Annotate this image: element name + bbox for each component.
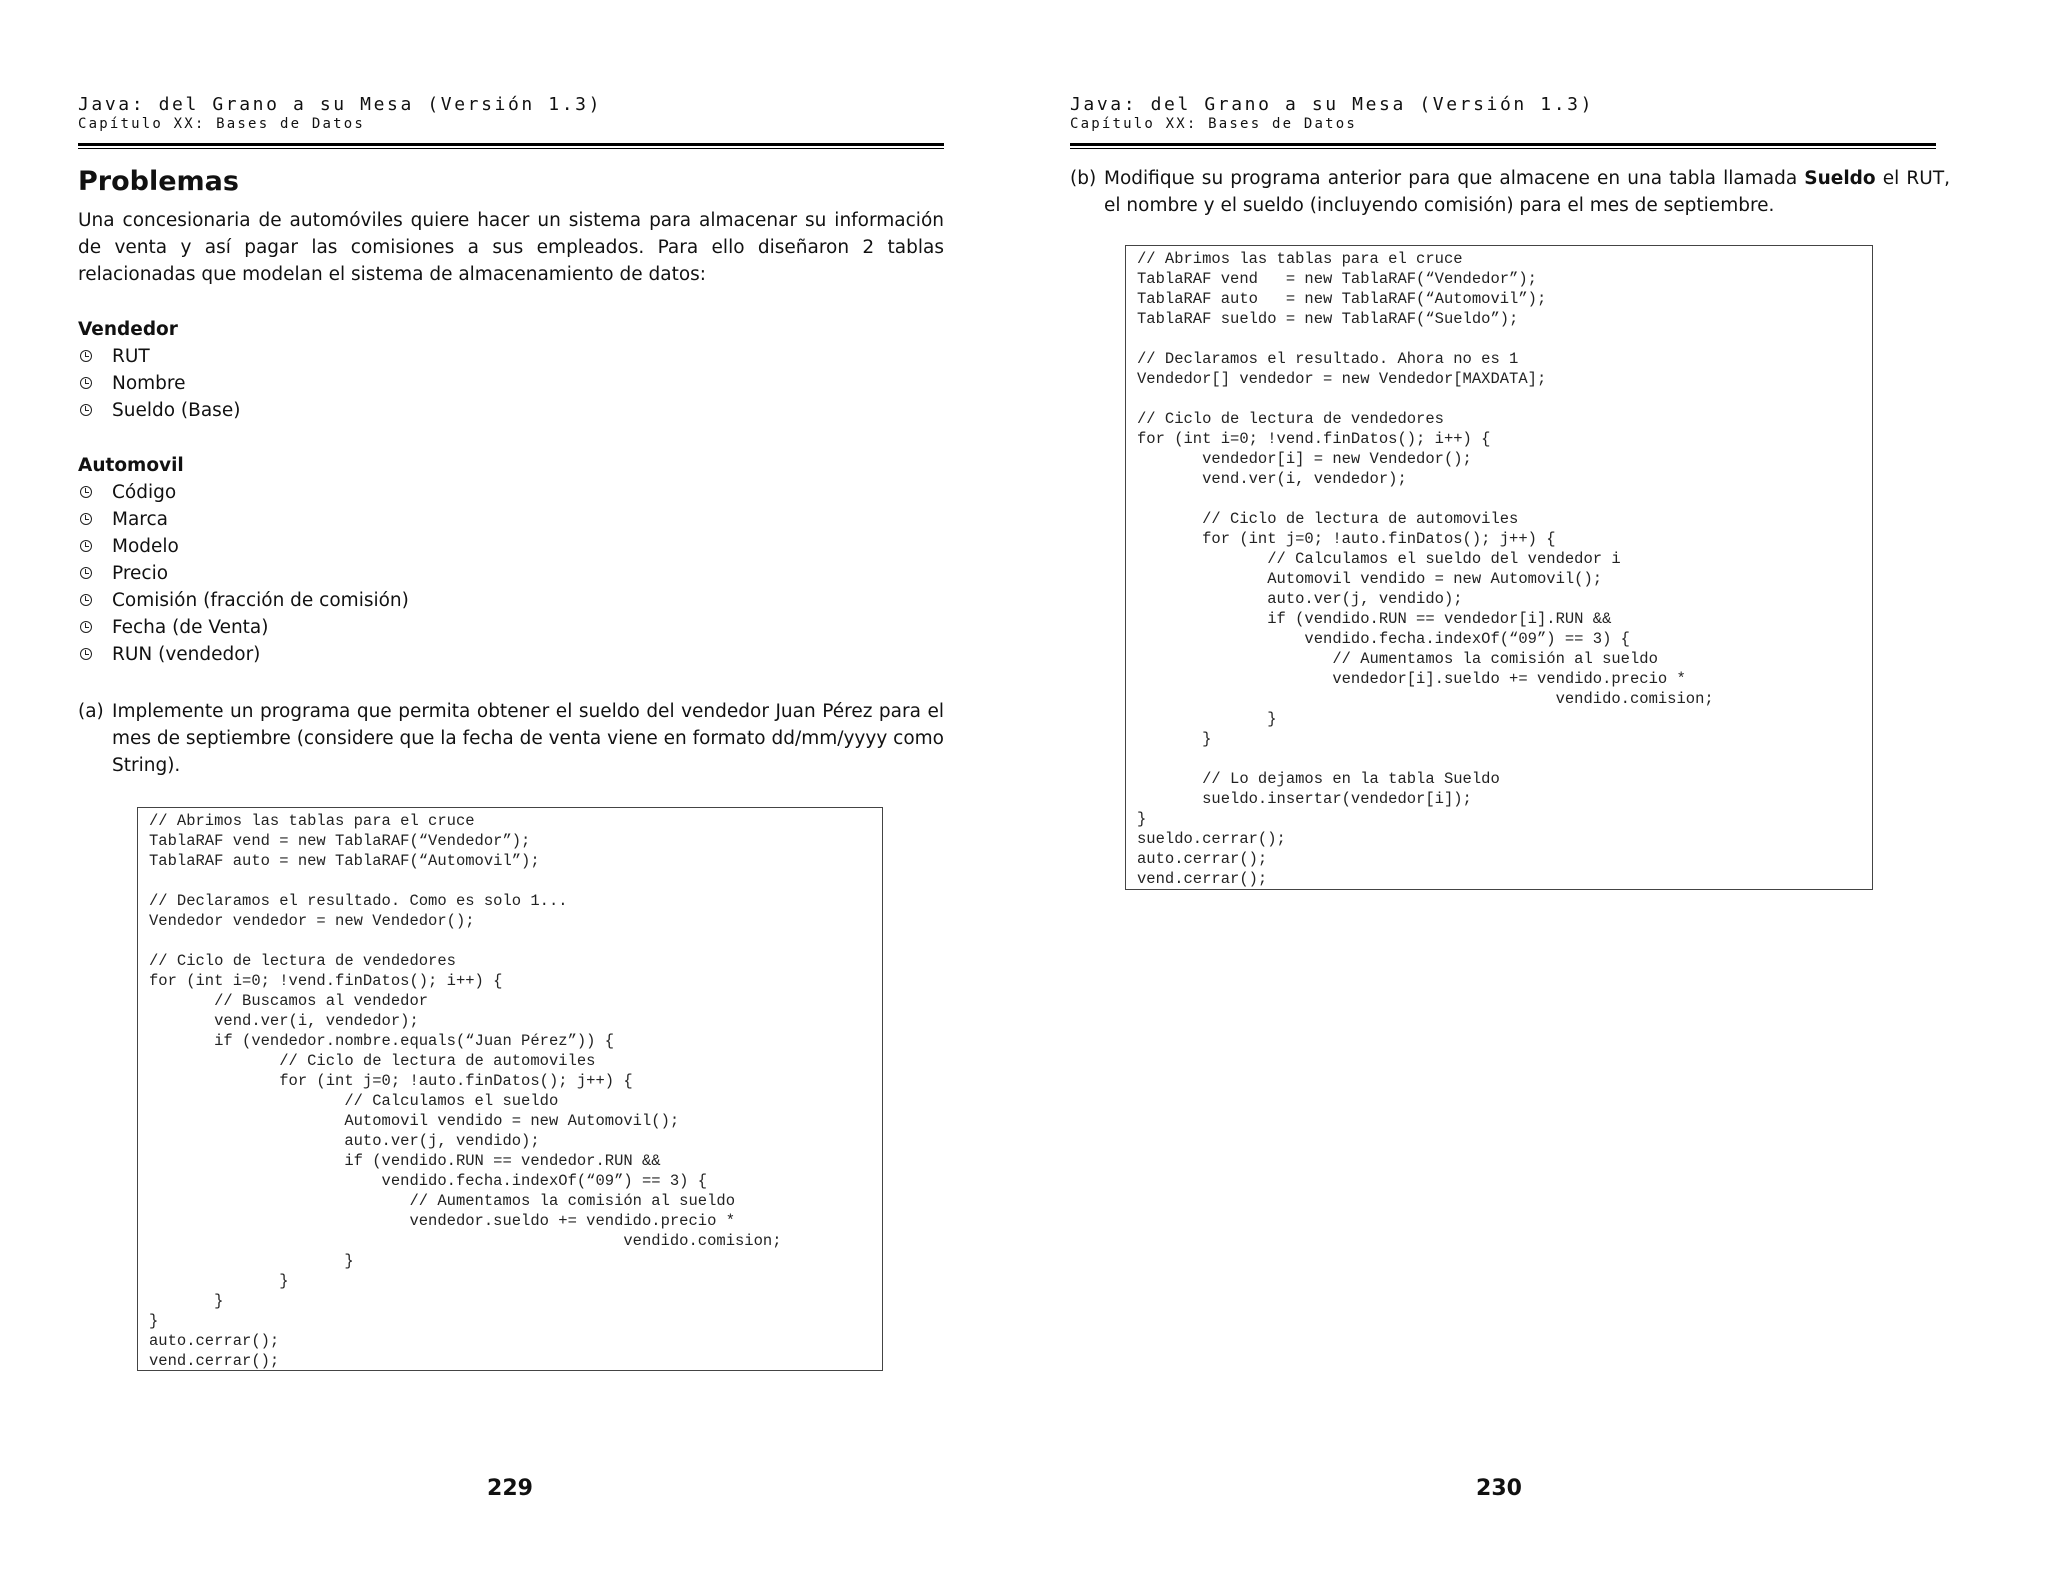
table-vendedor bbox=[78, 316, 678, 424]
field-label: Modelo bbox=[112, 536, 179, 557]
section-title: Problemas bbox=[78, 166, 239, 197]
chapter-title: Capítulo XX: Bases de Datos bbox=[78, 116, 365, 132]
field-item bbox=[78, 370, 678, 397]
clock-bullet-icon bbox=[80, 594, 92, 606]
field-item bbox=[78, 506, 678, 533]
question-text-bold: Sueldo bbox=[1804, 168, 1876, 189]
field-item bbox=[78, 343, 678, 370]
field-list bbox=[78, 479, 678, 668]
question-label: (b) bbox=[1070, 168, 1097, 189]
right-page bbox=[1024, 0, 2048, 1582]
running-header bbox=[78, 95, 944, 149]
field-item bbox=[78, 533, 678, 560]
running-header bbox=[1070, 95, 1936, 149]
table-name: Vendedor bbox=[78, 319, 178, 340]
field-item bbox=[78, 614, 678, 641]
page-number: 230 bbox=[1476, 1476, 1522, 1501]
question-b bbox=[1070, 165, 1950, 219]
chapter-title: Capítulo XX: Bases de Datos bbox=[1070, 116, 1357, 132]
field-item bbox=[78, 397, 678, 424]
field-label: Fecha (de Venta) bbox=[112, 617, 269, 638]
book-title: Java: del Grano a su Mesa (Versión 1.3) bbox=[78, 94, 603, 115]
field-label: Código bbox=[112, 482, 177, 503]
header-rule-thin bbox=[1070, 148, 1936, 149]
code-listing-b bbox=[1125, 245, 1873, 890]
field-item bbox=[78, 560, 678, 587]
clock-bullet-icon bbox=[80, 567, 92, 579]
clock-bullet-icon bbox=[80, 350, 92, 362]
clock-bullet-icon bbox=[80, 377, 92, 389]
header-rule bbox=[1070, 143, 1936, 146]
table-automovil bbox=[78, 452, 678, 668]
clock-bullet-icon bbox=[80, 648, 92, 660]
field-item bbox=[78, 587, 678, 614]
clock-bullet-icon bbox=[80, 540, 92, 552]
question-text: Implemente un programa que permita obtener el sueldo del vendedor Juan Pérez para el mes de septiembre (considere que la fecha de venta viene en formato dd/mm/yyyy como String). bbox=[112, 701, 944, 776]
clock-bullet-icon bbox=[80, 621, 92, 633]
table-name: Automovil bbox=[78, 455, 184, 476]
field-label: RUN (vendedor) bbox=[112, 644, 261, 665]
clock-bullet-icon bbox=[80, 486, 92, 498]
field-label: Sueldo (Base) bbox=[112, 400, 241, 421]
code-text: // Abrimos las tablas para el cruce TablaRAF vend = new TablaRAF(“Vendedor”); TablaRAF auto = new TablaRAF(“Automovil”); TablaRAF sueldo = new TablaRAF(“Sueldo”); // Declaramos el resultado. Ahora no es 1 Vendedor[] vendedor = new Vendedor[MAXDATA]; // Ciclo de lectura de vendedores for (int i=0; !vend.finDatos(); i++) { vendedor[i] = new Vendedor(); vend.ver(i, vendedor); // Ciclo de lectura de automoviles for (int j=0; !auto.finDatos(); j++) { // Calculamos el sueldo del vendedor i Automovil vendido = new Automovil(); auto.ver(j, vendido); if (vendido.RUN == vendedor[i].RUN && vendido.fecha.indexOf(“09”) == 3) { // Aumentamos la comisión al sueldo vendedor[i].sueldo += vendido.precio * vendido.comision; } } // Lo dejamos en la tabla Sueldo sueldo.insertar(vendedor[i]); } sueldo.cerrar(); auto.cerrar(); vend.cerrar(); bbox=[1137, 250, 1714, 888]
field-label: Marca bbox=[112, 509, 169, 530]
clock-bullet-icon bbox=[80, 404, 92, 416]
code-listing-a bbox=[137, 807, 883, 1371]
clock-bullet-icon bbox=[80, 513, 92, 525]
question-text bbox=[1104, 165, 1950, 219]
field-item bbox=[78, 641, 678, 668]
page-number: 229 bbox=[487, 1476, 533, 1501]
question-text-part: el RUT, el nombre y el sueldo (incluyendo comisión) para el mes de septiembre. bbox=[1104, 168, 1951, 216]
field-label: Comisión (fracción de comisión) bbox=[112, 590, 409, 611]
header-rule-thin bbox=[78, 148, 944, 149]
intro-paragraph: Una concesionaria de automóviles quiere hacer un sistema para almacenar su información de venta y así pagar las comisiones a sus empleados. Para ello diseñaron 2 tablas relacionadas que modelan el sistema de almacenamiento de datos: bbox=[78, 210, 944, 285]
book-title: Java: del Grano a su Mesa (Versión 1.3) bbox=[1070, 94, 1595, 115]
question-a bbox=[78, 698, 944, 779]
field-label: RUT bbox=[112, 346, 150, 367]
code-text: // Abrimos las tablas para el cruce TablaRAF vend = new TablaRAF(“Vendedor”); TablaRAF auto = new TablaRAF(“Automovil”); // Declaramos el resultado. Como es solo 1... Vendedor vendedor = new Vendedor(); // Ciclo de lectura de vendedores for (int i=0; !vend.finDatos(); i++) { // Buscamos al vendedor vend.ver(i, vendedor); if (vendedor.nombre.equals(“Juan Pérez”)) { // Ciclo de lectura de automoviles for (int j=0; !auto.finDatos(); j++) { // Calculamos el sueldo Automovil vendido = new Automovil(); auto.ver(j, vendido); if (vendido.RUN == vendedor.RUN && vendido.fecha.indexOf(“09”) == 3) { // Aumentamos la comisión al sueldo vendedor.sueldo += vendido.precio * vendido.comision; } } } } auto.cerrar(); vend.cerrar(); bbox=[149, 812, 782, 1370]
question-label: (a) bbox=[78, 701, 104, 722]
field-label: Nombre bbox=[112, 373, 186, 394]
field-list bbox=[78, 343, 678, 424]
question-text-part: Modifique su programa anterior para que almacene en una tabla llamada bbox=[1104, 168, 1805, 189]
header-rule bbox=[78, 143, 944, 146]
field-label: Precio bbox=[112, 563, 169, 584]
field-item bbox=[78, 479, 678, 506]
